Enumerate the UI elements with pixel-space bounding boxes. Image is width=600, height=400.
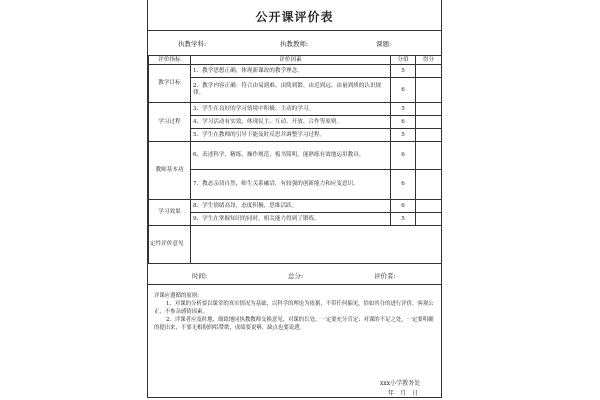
score-cell: 6 [391, 78, 416, 103]
qualitative-input-cell[interactable] [191, 226, 442, 264]
signature-org: xxx小学教务处 [380, 380, 421, 387]
principles-heading: 评课应遵循的原则: [154, 293, 199, 299]
factor-cell: 9、学生在掌握知识的同时，相关能力得到了锻炼。 [191, 213, 391, 226]
points-input-cell[interactable] [416, 65, 442, 78]
table-row [149, 213, 442, 226]
evaluation-table [148, 55, 442, 264]
score-cell: 5 [391, 65, 416, 78]
principles-section [154, 292, 436, 332]
factor-cell: 7、教态亲切自然，师生关系融洽，有较强的创新能力和应变意识。 [191, 170, 391, 200]
points-input-cell[interactable] [416, 170, 442, 200]
header-points: 得分 [416, 56, 442, 65]
table-row [149, 142, 442, 170]
points-input-cell[interactable] [416, 129, 442, 142]
qualitative-label: 定性评价意见 [149, 226, 191, 264]
score-cell: 6 [391, 116, 416, 129]
points-input-cell[interactable] [416, 142, 442, 170]
header-factor: 评价因素 [191, 56, 391, 65]
indicator-teaching-goal: 教学目标 [149, 65, 191, 103]
points-input-cell[interactable] [416, 116, 442, 129]
title-divider [148, 30, 441, 31]
topic-label: 课题: [376, 40, 392, 48]
evaluator-label: 评价者: [374, 272, 396, 280]
signature-date: 年 月 日 [388, 390, 419, 397]
factor-cell: 6、表述科学、精练、操作规范，板书简明，能熟练有效地运用教具。 [191, 142, 391, 170]
teacher-label: 执教教师: [280, 40, 309, 48]
footer-divider [148, 284, 441, 285]
points-input-cell[interactable] [416, 200, 442, 213]
points-input-cell[interactable] [416, 213, 442, 226]
score-cell: 5 [391, 103, 416, 116]
factor-cell: 2、教学内容正确：符合由易到难、由简到繁、由近到远、由量到质的认识规律。 [191, 78, 391, 103]
table-row [149, 65, 442, 78]
table-row [149, 103, 442, 116]
factor-cell: 5、学生在教师的引导下能及时反思并调整学习过程。 [191, 129, 391, 142]
score-cell: 5 [391, 213, 416, 226]
score-cell: 6 [391, 170, 416, 200]
points-input-cell[interactable] [416, 103, 442, 116]
table-row [149, 170, 442, 200]
score-cell: 6 [391, 142, 416, 170]
principle-item: 1、对课的分析要以课堂的真实情况为基础，以科学的理论为依据，不带任何偏见，恰如其分的进行评价，客观公正，不参杂感情因素。 [154, 301, 434, 315]
table-header-row [149, 56, 442, 65]
table-row [149, 129, 442, 142]
total-label: 总分: [288, 272, 304, 280]
factor-cell: 8、学生情绪高昂，态度积极，思维活跃。 [191, 200, 391, 213]
qualitative-row [149, 226, 442, 264]
factor-cell: 4、学习活动有实效，体现民主、互动、开放、合作等原则。 [191, 116, 391, 129]
header-indicator: 评价指标 [149, 56, 191, 65]
indicator-learning-process: 学习过程 [149, 103, 191, 142]
principle-item: 2、评课者应及时地、细致地同执教教师交换意见，对课的长处、一定要充分肯定；对课的不足之处，一定要明确的提出来，不要无根据的唱赞歌，成绩要说够，缺点也要说透。 [154, 317, 434, 331]
time-label: 时间: [192, 272, 208, 280]
table-row [149, 116, 442, 129]
factor-cell: 3、学生在良好的学习情境中积极、主动的学习。 [191, 103, 391, 116]
points-input-cell[interactable] [416, 78, 442, 103]
indicator-teacher-skills: 教师基本功 [149, 142, 191, 200]
header-score: 分值 [391, 56, 416, 65]
subject-label: 执教学科: [178, 40, 207, 48]
form-title: 公开课评价表 [255, 10, 334, 24]
evaluation-form [147, 0, 442, 398]
indicator-learning-effect: 学习效果 [149, 200, 191, 226]
score-cell: 6 [391, 200, 416, 213]
factor-cell: 1、教学思想正确，体现新课改的教学理念。 [191, 65, 391, 78]
table-row [149, 200, 442, 213]
table-row [149, 78, 442, 103]
score-cell: 5 [391, 129, 416, 142]
